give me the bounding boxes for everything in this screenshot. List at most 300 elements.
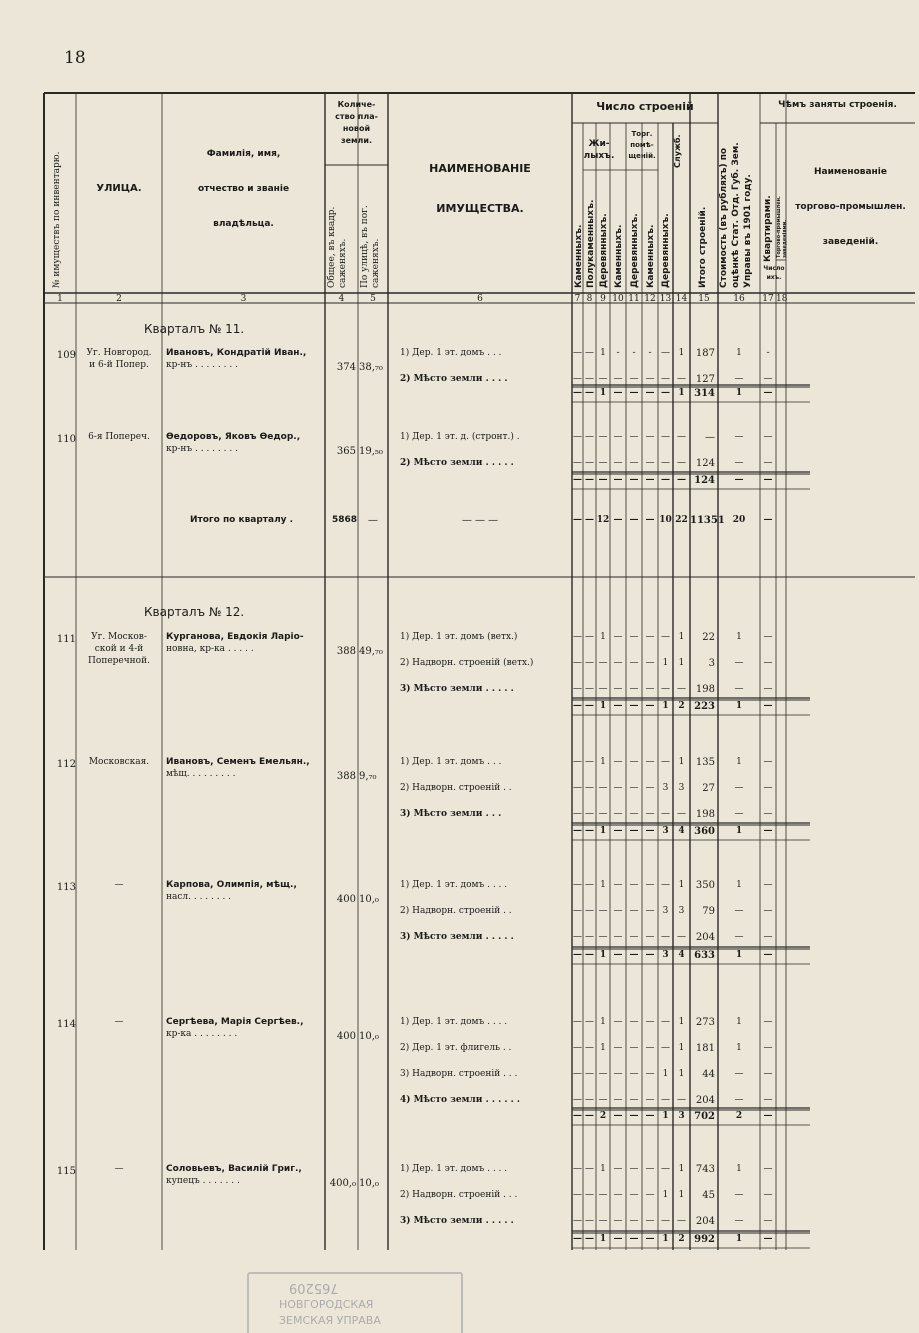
record-111-item-2-col-13: 1 — [662, 658, 669, 668]
record-111-item-2-col-9: — — [598, 658, 608, 668]
record-113-subtotal-col-10: — — [613, 950, 623, 960]
record-111-item-3-col-17: — — [763, 684, 773, 694]
record-112-item-3-col-11: — — [629, 809, 639, 819]
record-109-item-1-col-10: - — [616, 348, 620, 358]
record-113-subtotal-col-12: — — [645, 950, 655, 960]
record-113-item-3-col-7: — — [573, 932, 582, 942]
record-114-item-4-col-15: 204 — [695, 1095, 715, 1106]
record-109-subtotal-col-9: 1 — [599, 388, 607, 398]
record-111-item-2: 2) Надворн. строеній (ветх.) — [400, 658, 534, 668]
record-112-item-3-col-16: — — [734, 809, 744, 819]
record-111-item-1-col-12: — — [645, 632, 655, 642]
record-115-item-2-col-13: 1 — [662, 1190, 669, 1200]
record-112-owner-1: мѣщ. . . . . . . . . — [166, 769, 236, 779]
record-110-subtotal-col-17: — — [763, 475, 773, 485]
record-114-item-3-col-13: 1 — [662, 1069, 669, 1079]
record-112-item-1-col-12: — — [645, 757, 655, 767]
record-115-item-3-col-12: — — [645, 1216, 655, 1226]
record-113-item-3: 3) Мѣсто земли . . . . . — [400, 932, 514, 942]
record-111-item-3-col-13: — — [661, 684, 670, 694]
record-113-item-3-col-12: — — [645, 932, 655, 942]
record-114-item-3-col-15: 44 — [702, 1069, 715, 1080]
header-land-3: земли. — [340, 136, 373, 145]
quarter-11-total-col-10: — — [613, 515, 623, 525]
record-114-item-2-col-16: 1 — [736, 1043, 742, 1053]
record-110-item-2-col-15: 124 — [695, 458, 715, 469]
record-111-item-1-col-10: — — [613, 632, 623, 642]
record-114-item-2-col-17: — — [763, 1043, 773, 1053]
record-114-item-1-col-11: — — [629, 1017, 639, 1027]
record-115-item-1-col-17: — — [763, 1164, 773, 1174]
record-110-item-1-col-13: — — [661, 432, 670, 442]
record-115-item-3-col-8: — — [585, 1216, 594, 1226]
record-114-item-2-col-10: — — [613, 1043, 623, 1053]
record-109-subtotal-col-17: — — [763, 388, 773, 398]
record-114-item-3: 3) Надворн. строеній . . . — [400, 1069, 518, 1079]
column-number-2: 2 — [116, 294, 122, 304]
record-110-item-1-col-8: — — [585, 432, 594, 442]
record-111-item-1-col-11: — — [629, 632, 639, 642]
record-113-street-length: 10,₀ — [359, 894, 379, 905]
record-111-item-3-col-9: — — [598, 684, 608, 694]
record-113-item-1-col-16: 1 — [736, 880, 742, 890]
record-115-owner-0: Соловьевъ, Василій Григ., — [166, 1164, 302, 1174]
header-area-total: Общее, въ квадр. — [327, 206, 337, 288]
record-109-item-1-col-13: — — [661, 348, 670, 358]
record-110-subtotal-col-16: — — [734, 475, 744, 485]
record-112-owner-0: Ивановъ, Семенъ Емельян., — [166, 757, 310, 767]
quarter-11-total-col-17: — — [763, 515, 773, 525]
header-total-buildings: Итого строеній. — [698, 206, 708, 288]
record-114-item-1-col-13: — — [661, 1017, 670, 1027]
record-114-item-3-col-17: — — [763, 1069, 773, 1079]
record-115-subtotal-col-14: 2 — [678, 1234, 685, 1244]
record-111-item-3-col-7: — — [573, 684, 582, 694]
header-value-0: Стоимость (въ рубляхъ) по — [719, 147, 729, 288]
record-113-area: 400 — [336, 894, 356, 905]
record-111-item-3: 3) Мѣсто земли . . . . . — [400, 684, 514, 694]
header-buildings-count: Число строеній — [596, 100, 694, 113]
record-114-item-1-col-9: 1 — [600, 1017, 606, 1027]
record-114-subtotal-col-11: — — [629, 1111, 639, 1121]
record-114-subtotal-col-7: — — [573, 1111, 582, 1121]
record-111-item-2-col-14: 1 — [678, 658, 685, 668]
record-114-item-4-col-12: — — [645, 1095, 655, 1105]
record-115-subtotal-col-9: 1 — [599, 1234, 607, 1244]
record-110-item-1-col-10: — — [613, 432, 623, 442]
record-110-item-2-col-12: — — [645, 458, 655, 468]
record-113-item-1-col-11: — — [629, 880, 639, 890]
record-113-item-2-col-9: — — [598, 906, 608, 916]
record-115-item-3-col-16: — — [734, 1216, 744, 1226]
header-apartments: Квартирами. — [763, 195, 773, 262]
record-114-item-1-col-15: 273 — [695, 1017, 715, 1028]
record-115-item-1-col-16: 1 — [736, 1164, 742, 1174]
record-112-item-1-col-9: 1 — [600, 757, 606, 767]
record-114-item-3-col-9: — — [598, 1069, 608, 1079]
quarter-11-title: Кварталъ № 11. — [144, 322, 245, 336]
record-111-street-1: ской и 4-й — [94, 644, 144, 654]
record-115-subtotal-col-7: — — [573, 1234, 582, 1244]
page-number: 18 — [64, 48, 86, 68]
record-113-item-2-col-7: — — [573, 906, 582, 916]
record-111-item-1-col-13: — — [661, 632, 670, 642]
record-110-subtotal-col-11: — — [629, 475, 639, 485]
header-occupied: Чѣмъ заняты строенія. — [778, 100, 897, 110]
header-property-0: НАИМЕНОВАНІЕ — [429, 162, 531, 175]
record-109-owner-0: Ивановъ, Кондратій Иван., — [166, 348, 307, 358]
record-115-street-0: — — [114, 1164, 124, 1174]
record-110-street-0: 6-я Попереч. — [88, 432, 150, 442]
record-110-subtotal-col-9: — — [598, 475, 608, 485]
record-115-item-1-col-12: — — [645, 1164, 655, 1174]
record-112-item-3-col-13: — — [661, 809, 670, 819]
record-113-item-1-col-9: 1 — [600, 880, 606, 890]
quarter-11-total-street: — — [368, 515, 378, 526]
record-113-item-3-col-11: — — [629, 932, 639, 942]
record-110-number: 110 — [56, 434, 76, 445]
record-110-item-2-col-9: — — [598, 458, 608, 468]
record-109-subtotal-col-11: — — [629, 388, 639, 398]
record-111-item-3-col-11: — — [629, 684, 639, 694]
record-115-subtotal-col-10: — — [613, 1234, 623, 1244]
record-112-item-2-col-12: — — [645, 783, 655, 793]
record-109-item-2-col-7: — — [573, 374, 582, 384]
record-111-item-2-col-7: — — [573, 658, 582, 668]
header-col-7: Каменныхъ. — [574, 224, 584, 288]
quarter-11-total-col-11: — — [629, 515, 639, 525]
record-114-subtotal-col-13: 1 — [662, 1111, 669, 1121]
record-115-owner-1: купецъ . . . . . . . — [166, 1176, 240, 1186]
record-113-number: 113 — [56, 882, 76, 893]
record-115-subtotal-col-13: 1 — [662, 1234, 669, 1244]
record-111-item-2-col-10: — — [613, 658, 623, 668]
record-115-item-3-col-9: — — [598, 1216, 608, 1226]
record-112-item-2-col-16: — — [734, 783, 744, 793]
record-114-item-2-col-12: — — [645, 1043, 655, 1053]
record-109-item-1-col-9: 1 — [600, 348, 606, 358]
record-115-item-3-col-14: — — [677, 1216, 686, 1226]
record-114-subtotal-col-16: 2 — [735, 1111, 743, 1121]
record-115-item-2-col-7: — — [573, 1190, 582, 1200]
record-114-item-4-col-7: — — [573, 1095, 582, 1105]
header-trade-estab-1: заведеніями. — [782, 219, 788, 258]
record-113-item-2-col-16: — — [734, 906, 744, 916]
record-114-street-length: 10,₀ — [359, 1031, 379, 1042]
record-113-subtotal-col-16: 1 — [735, 950, 743, 960]
record-109-street-0: Уг. Новгород. — [86, 348, 152, 358]
record-113-item-3-col-15: 204 — [695, 932, 715, 943]
record-111-subtotal-col-9: 1 — [599, 701, 607, 711]
column-number-5: 5 — [370, 294, 376, 304]
record-114-item-3-col-12: — — [645, 1069, 655, 1079]
header-value-1: оцѣнкѣ Стат. Отд. Губ. Зем. — [731, 142, 741, 288]
stamp-line-2: ЗЕМСКАЯ УПРАВА — [279, 1314, 381, 1327]
record-114-subtotal-col-8: — — [585, 1111, 594, 1121]
record-115-item-3-col-17: — — [763, 1216, 773, 1226]
record-112-item-3-col-15: 198 — [695, 809, 715, 820]
record-109-item-1-col-7: — — [573, 348, 582, 358]
record-110-item-1-col-12: — — [645, 432, 655, 442]
record-113-item-3-col-8: — — [585, 932, 594, 942]
record-109-item-1-col-8: — — [585, 348, 594, 358]
record-111-item-1-col-9: 1 — [600, 632, 606, 642]
record-111-item-1-col-14: 1 — [678, 632, 685, 642]
record-113-subtotal-col-14: 4 — [678, 950, 685, 960]
record-114-item-1-col-16: 1 — [736, 1017, 742, 1027]
record-112-item-3-col-8: — — [585, 809, 594, 819]
record-111-item-1-col-17: — — [763, 632, 773, 642]
header-col-8: Полукаменныхъ. — [586, 199, 596, 288]
record-112-item-2-col-14: 3 — [678, 783, 685, 793]
header-street: УЛИЦА. — [96, 183, 142, 194]
record-109-item-2-col-17: — — [763, 374, 773, 384]
record-114-item-3-col-14: 1 — [678, 1069, 685, 1079]
record-110-item-1-col-17: — — [763, 432, 773, 442]
header-trade-estab-0: Торгово-промышлен. — [776, 196, 782, 258]
record-111-item-2-col-16: — — [734, 658, 744, 668]
record-110-item-2-col-13: — — [661, 458, 670, 468]
record-114-number: 114 — [56, 1019, 76, 1030]
quarter-12-title: Кварталъ № 12. — [144, 605, 245, 619]
record-114-item-4-col-8: — — [585, 1095, 594, 1105]
record-112-item-2-col-17: — — [763, 783, 773, 793]
record-109-item-2-col-10: — — [613, 374, 623, 384]
record-112-item-1-col-10: — — [613, 757, 623, 767]
header-col-9: Деревянныхъ. — [599, 213, 609, 288]
header-street-length: По улицѣ, въ пог. — [360, 205, 370, 288]
header-inventory-number: № имуществъ по инвентарю. — [52, 151, 62, 288]
record-111-street-2: Поперечной. — [88, 656, 150, 666]
header-property-1: ИМУЩЕСТВА. — [436, 202, 524, 215]
header-trade-name-2: заведеній. — [822, 237, 879, 247]
record-114-subtotal-col-17: — — [763, 1111, 773, 1121]
record-112-item-2-col-9: — — [598, 783, 608, 793]
record-111-street-0: Уг. Москов- — [91, 632, 147, 642]
record-111-area: 388 — [336, 646, 356, 657]
record-113-item-1-col-10: — — [613, 880, 623, 890]
record-113-item-2-col-10: — — [613, 906, 623, 916]
record-111-item-1-col-8: — — [585, 632, 594, 642]
quarter-11-total-area: 5868 — [331, 515, 357, 525]
record-111-item-2-col-17: — — [763, 658, 773, 668]
record-110-item-1: 1) Дер. 1 эт. д. (стронт.) . — [400, 432, 520, 442]
record-115-item-2-col-16: — — [734, 1190, 744, 1200]
header-trade-name-1: торгово-промышлен. — [795, 202, 906, 212]
record-113-item-1-col-8: — — [585, 880, 594, 890]
quarter-11-total-col-13: 10 — [659, 515, 672, 525]
record-113-item-1-col-12: — — [645, 880, 655, 890]
record-114-item-1-col-10: — — [613, 1017, 623, 1027]
record-110-item-2-col-8: — — [585, 458, 594, 468]
record-109-item-1-col-12: - — [648, 348, 652, 358]
column-number-1: 1 — [57, 294, 63, 304]
header-col-13: Деревянныхъ. — [661, 213, 671, 288]
column-number-12: 12 — [644, 294, 656, 304]
record-111-item-3-col-10: — — [613, 684, 623, 694]
record-113-item-3-col-10: — — [613, 932, 623, 942]
record-115-item-2-col-14: 1 — [678, 1190, 685, 1200]
quarter-11-total-col-14: 22 — [675, 515, 688, 525]
record-114-item-4-col-11: — — [629, 1095, 639, 1105]
record-115-item-3-col-7: — — [573, 1216, 582, 1226]
record-110-owner-1: кр-нъ . . . . . . . . — [166, 444, 238, 454]
record-110-subtotal-col-15: 124 — [694, 475, 715, 486]
record-109-item-1: 1) Дер. 1 эт. домъ . . . — [400, 348, 502, 358]
record-114-item-2-col-14: 1 — [678, 1043, 685, 1053]
record-115-area: 400,₀ — [329, 1178, 356, 1189]
record-111-subtotal-col-13: 1 — [662, 701, 669, 711]
record-115-item-3-col-11: — — [629, 1216, 639, 1226]
record-114-owner-1: кр-ка . . . . . . . . — [166, 1029, 238, 1039]
record-110-item-1-col-16: — — [734, 432, 744, 442]
record-115-item-2-col-9: — — [598, 1190, 608, 1200]
record-115-item-2-col-11: — — [629, 1190, 639, 1200]
quarter-11-total-label: Итого по кварталу . — [190, 515, 294, 525]
record-113-item-2-col-17: — — [763, 906, 773, 916]
library-stamp — [247, 1272, 463, 1333]
record-114-item-4-col-10: — — [613, 1095, 623, 1105]
record-113-subtotal-col-15: 633 — [694, 950, 715, 961]
record-114-item-1-col-7: — — [573, 1017, 582, 1027]
record-113-item-3-col-16: — — [734, 932, 744, 942]
record-111-item-2-col-12: — — [645, 658, 655, 668]
column-number-7: 7 — [574, 294, 581, 304]
header-living-0: Жи- — [588, 139, 610, 149]
record-112-subtotal-col-10: — — [613, 826, 623, 836]
record-115-item-1: 1) Дер. 1 эт. домъ . . . . — [400, 1164, 508, 1174]
record-110-item-2-col-11: — — [629, 458, 639, 468]
record-113-subtotal-col-9: 1 — [599, 950, 607, 960]
record-114-subtotal-col-12: — — [645, 1111, 655, 1121]
record-109-street-1: и 6-й Попер. — [89, 360, 149, 370]
record-115-subtotal-col-17: — — [763, 1234, 773, 1244]
record-112-item-1-col-7: — — [573, 757, 582, 767]
record-114-subtotal-col-15: 702 — [694, 1111, 715, 1122]
record-109-street-length: 38,₇₀ — [359, 362, 383, 373]
record-115-item-2-col-17: — — [763, 1190, 773, 1200]
record-112-subtotal-col-14: 4 — [678, 826, 685, 836]
record-111-item-3-col-12: — — [645, 684, 655, 694]
record-114-item-2-col-8: — — [585, 1043, 594, 1053]
record-113-item-1-col-14: 1 — [678, 880, 685, 890]
record-110-item-1-col-15: — — [705, 432, 715, 443]
record-111-number: 111 — [56, 634, 76, 645]
record-109-item-2-col-13: — — [661, 374, 670, 384]
header-trade-0: Торг. — [631, 130, 653, 138]
record-109-owner-1: кр-нъ . . . . . . . . — [166, 360, 238, 370]
record-114-item-1-col-8: — — [585, 1017, 594, 1027]
record-109-item-1-col-17: - — [766, 348, 770, 358]
record-112-item-1-col-16: 1 — [736, 757, 742, 767]
record-111-subtotal-col-16: 1 — [735, 701, 743, 711]
record-114-item-2-col-7: — — [573, 1043, 582, 1053]
column-number-15: 15 — [698, 294, 710, 304]
record-112-item-3: 3) Мѣсто земли . . . — [400, 809, 502, 819]
record-109-subtotal-col-7: — — [573, 388, 582, 398]
record-112-item-2-col-7: — — [573, 783, 582, 793]
record-115-item-3-col-10: — — [613, 1216, 623, 1226]
record-113-item-3-col-17: — — [763, 932, 773, 942]
record-111-owner-0: Курганова, Евдокія Ларіо- — [166, 632, 304, 642]
record-114-item-3-col-16: — — [734, 1069, 744, 1079]
column-number-10: 10 — [612, 294, 624, 304]
record-109-item-2-col-11: — — [629, 374, 639, 384]
column-number-4: 4 — [338, 294, 345, 304]
record-111-subtotal-col-7: — — [573, 701, 582, 711]
header-street-length-unit: саженяхъ. — [371, 238, 381, 288]
record-115-subtotal-col-12: — — [645, 1234, 655, 1244]
record-114-item-3-col-10: — — [613, 1069, 623, 1079]
record-109-subtotal-col-12: — — [645, 388, 655, 398]
record-113-subtotal-col-13: 3 — [662, 950, 669, 960]
column-number-6: 6 — [477, 294, 483, 304]
record-114-item-1-col-12: — — [645, 1017, 655, 1027]
record-115-item-1-col-9: 1 — [600, 1164, 606, 1174]
record-112-subtotal-col-9: 1 — [599, 826, 607, 836]
record-114-item-2-col-9: 1 — [600, 1043, 606, 1053]
record-112-item-3-col-10: — — [613, 809, 623, 819]
quarter-11-total-col-16: 20 — [732, 515, 746, 525]
record-114-area: 400 — [336, 1031, 356, 1042]
record-114-item-4-col-17: — — [763, 1095, 773, 1105]
record-111-owner-1: новна, кр-ка . . . . . — [166, 644, 254, 654]
record-113-item-2-col-14: 3 — [678, 906, 685, 916]
record-115-item-3-col-13: — — [661, 1216, 670, 1226]
record-115-item-1-col-11: — — [629, 1164, 639, 1174]
record-114-item-4-col-13: — — [661, 1095, 670, 1105]
record-113-subtotal-col-11: — — [629, 950, 639, 960]
record-111-item-1-col-15: 22 — [702, 632, 715, 643]
record-110-subtotal-col-12: — — [645, 475, 655, 485]
record-112-street-0: Московская. — [88, 757, 150, 767]
header-col-10: Каменныхъ. — [614, 224, 624, 288]
column-number-9: 9 — [600, 294, 606, 304]
record-114-owner-0: Сергѣева, Марія Сергѣев., — [166, 1017, 304, 1027]
record-109-area: 374 — [336, 362, 356, 373]
stamp-number: 765209 — [289, 1280, 339, 1295]
record-115-item-2-col-15: 45 — [702, 1190, 715, 1201]
record-110-subtotal-col-13: — — [661, 475, 670, 485]
record-110-item-1-col-9: — — [598, 432, 608, 442]
record-112-number: 112 — [56, 759, 76, 770]
record-115-item-1-col-7: — — [573, 1164, 582, 1174]
record-110-owner-0: Ѳедоровъ, Яковъ Ѳедор., — [166, 432, 301, 442]
header-trade-name-0: Наименованіе — [814, 167, 887, 177]
record-113-item-2-col-15: 79 — [702, 906, 715, 917]
record-112-item-1-col-14: 1 — [678, 757, 685, 767]
record-109-subtotal-col-14: 1 — [678, 388, 685, 398]
record-111-item-1-col-16: 1 — [736, 632, 742, 642]
record-111-subtotal-col-11: — — [629, 701, 639, 711]
record-114-item-4-col-14: — — [677, 1095, 686, 1105]
record-110-item-2-col-7: — — [573, 458, 582, 468]
record-114-subtotal-col-10: — — [613, 1111, 623, 1121]
record-112-item-2-col-8: — — [585, 783, 594, 793]
record-112-item-3-col-7: — — [573, 809, 582, 819]
record-113-item-3-col-13: — — [661, 932, 670, 942]
header-value-2: Управы въ 1901 году. — [743, 174, 753, 288]
record-112-subtotal-col-16: 1 — [735, 826, 743, 836]
record-111-item-3-col-15: 198 — [695, 684, 715, 695]
header-col-11: Деревянныхъ. — [630, 213, 640, 288]
record-115-item-1-col-13: — — [661, 1164, 670, 1174]
record-114-subtotal-col-14: 3 — [678, 1111, 685, 1121]
column-number-8: 8 — [586, 294, 593, 304]
record-115-item-3-col-15: 204 — [695, 1216, 715, 1227]
column-number-13: 13 — [659, 294, 672, 304]
header-service: Служб. — [673, 134, 682, 168]
